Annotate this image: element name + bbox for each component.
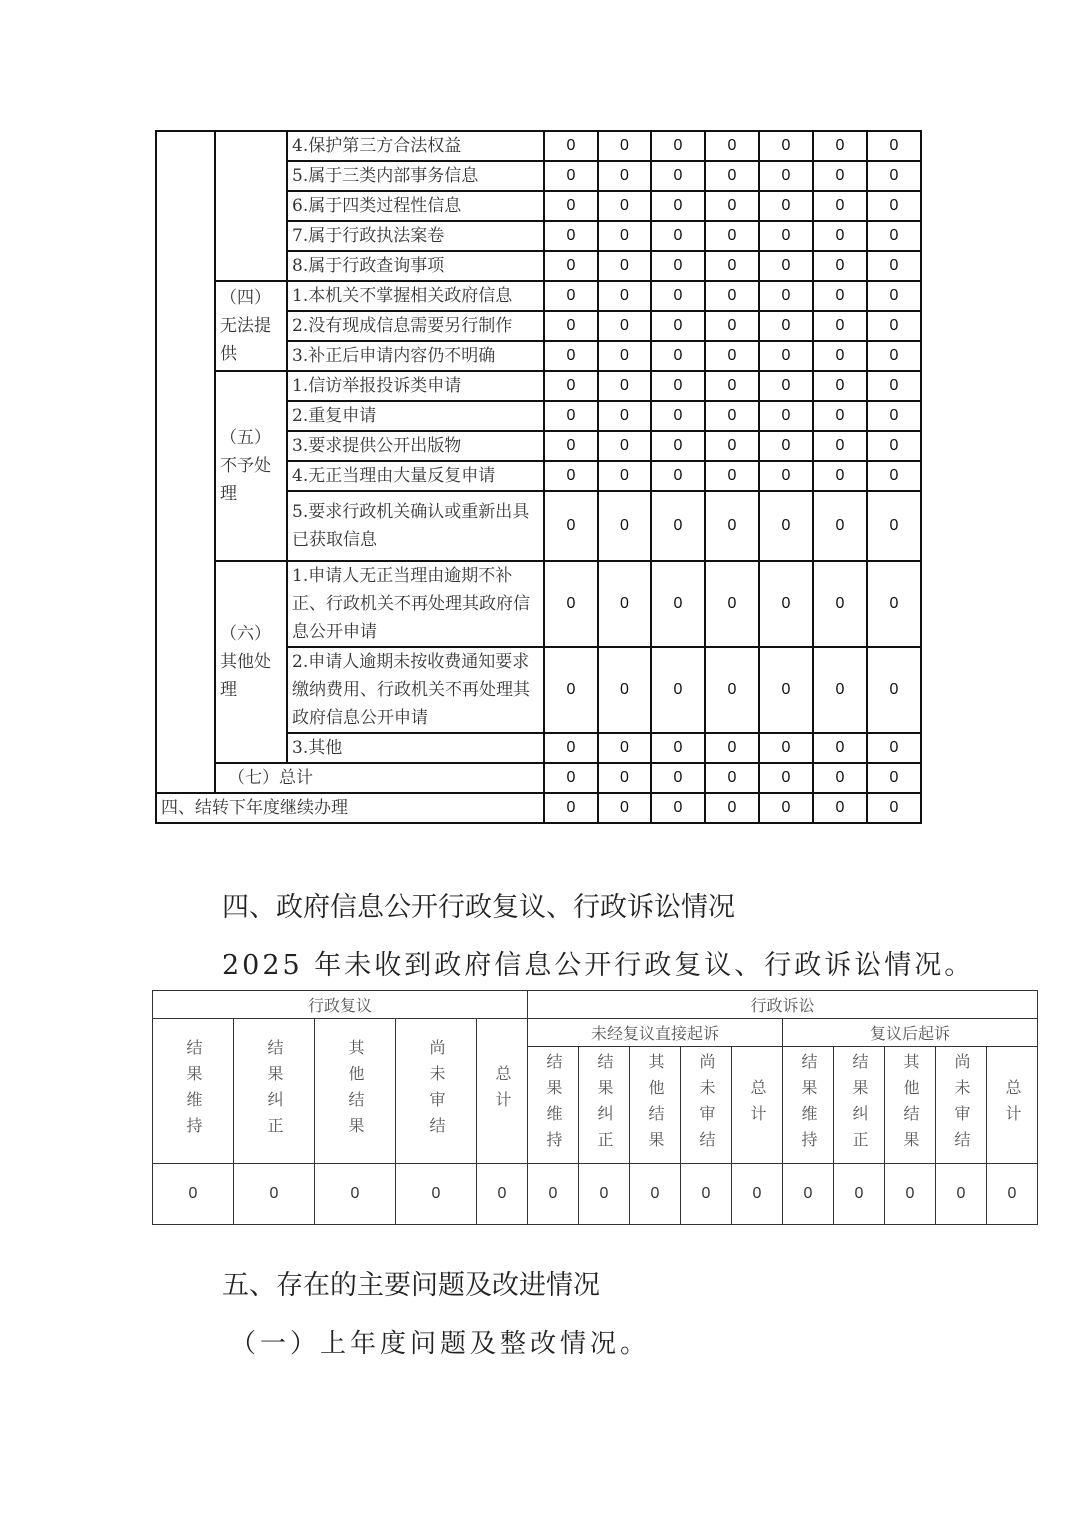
value-cell: 0 <box>630 1164 681 1225</box>
value-cell: 0 <box>651 371 705 401</box>
value-cell: 0 <box>867 431 921 461</box>
direct-suit-header: 未经复议直接起诉 <box>528 1019 783 1047</box>
value-cell: 0 <box>705 311 759 341</box>
value-cell: 0 <box>651 461 705 491</box>
value-cell: 0 <box>598 491 651 561</box>
disposal-table <box>155 130 922 824</box>
value-cell: 0 <box>544 161 598 191</box>
value-cell: 0 <box>705 371 759 401</box>
value-cell: 0 <box>705 251 759 281</box>
value-cell: 0 <box>598 431 651 461</box>
column-header-text: 结果维持 <box>544 1053 563 1157</box>
table-row <box>156 763 921 793</box>
row-label: 5.要求行政机关确认或重新出具已获取信息 <box>287 491 544 561</box>
value-cell: 0 <box>885 1164 936 1225</box>
row-label: 4.无正当理由大量反复申请 <box>287 461 544 491</box>
value-cell: 0 <box>813 371 867 401</box>
table-row <box>156 281 921 311</box>
value-cell: 0 <box>867 221 921 251</box>
value-cell: 0 <box>759 251 813 281</box>
value-cell: 0 <box>598 733 651 763</box>
value-cell: 0 <box>598 461 651 491</box>
row-label: 8.属于行政查询事项 <box>287 251 544 281</box>
column-header <box>885 1047 936 1164</box>
litigation-header: 行政诉讼 <box>528 991 1038 1019</box>
table-row <box>156 131 921 161</box>
column-header <box>987 1047 1038 1164</box>
value-cell: 0 <box>759 561 813 647</box>
column-header <box>477 1019 528 1164</box>
column-header <box>153 1019 234 1164</box>
value-cell: 0 <box>987 1164 1038 1225</box>
value-cell: 0 <box>544 221 598 251</box>
value-cell: 0 <box>759 763 813 793</box>
value-cell: 0 <box>651 251 705 281</box>
value-cell: 0 <box>813 131 867 161</box>
value-cell: 0 <box>598 131 651 161</box>
value-cell: 0 <box>705 431 759 461</box>
column-header-text: 结果纠正 <box>850 1053 869 1157</box>
value-cell: 0 <box>867 281 921 311</box>
value-cell: 0 <box>544 191 598 221</box>
column-header <box>315 1019 396 1164</box>
value-cell: 0 <box>813 401 867 431</box>
value-cell: 0 <box>867 763 921 793</box>
column-header-text: 结果纠正 <box>265 1039 284 1143</box>
column-header <box>528 1047 579 1164</box>
value-cell: 0 <box>759 281 813 311</box>
value-cell: 0 <box>651 311 705 341</box>
value-cell: 0 <box>705 191 759 221</box>
value-cell: 0 <box>705 281 759 311</box>
value-cell: 0 <box>867 191 921 221</box>
value-cell: 0 <box>651 341 705 371</box>
value-cell: 0 <box>528 1164 579 1225</box>
column-header-text: 结果维持 <box>184 1039 203 1143</box>
value-cell: 0 <box>705 401 759 431</box>
column-header <box>579 1047 630 1164</box>
value-cell: 0 <box>396 1164 477 1225</box>
column-header-text: 总计 <box>1003 1079 1022 1131</box>
group-label-not-processed: （五）不予处理 <box>215 371 287 561</box>
column-header-text: 结果维持 <box>799 1053 818 1157</box>
value-cell: 0 <box>705 161 759 191</box>
value-cell: 0 <box>544 763 598 793</box>
value-cell: 0 <box>705 221 759 251</box>
column-header <box>630 1047 681 1164</box>
value-cell: 0 <box>867 461 921 491</box>
value-cell: 0 <box>759 341 813 371</box>
group-label-no-provide: （四）无法提供 <box>215 281 287 371</box>
column-header-text: 总计 <box>748 1079 767 1131</box>
value-cell: 0 <box>234 1164 315 1225</box>
table-row <box>156 793 921 823</box>
row-label: （七）总计 <box>215 763 544 793</box>
value-cell: 0 <box>783 1164 834 1225</box>
value-cell: 0 <box>813 763 867 793</box>
section4-text: 2025 年未收到政府信息公开行政复议、行政诉讼情况。 <box>222 950 975 981</box>
value-cell: 0 <box>813 221 867 251</box>
column-header-text: 结果纠正 <box>595 1053 614 1157</box>
column-header-text: 尚未审结 <box>697 1053 716 1157</box>
value-cell: 0 <box>544 431 598 461</box>
table2-header-row-2 <box>153 1019 1038 1047</box>
row-label: 3.补正后申请内容仍不明确 <box>287 341 544 371</box>
outer-blank-cell <box>156 131 215 793</box>
value-cell: 0 <box>544 341 598 371</box>
value-cell: 0 <box>598 311 651 341</box>
value-cell: 0 <box>651 281 705 311</box>
value-cell: 0 <box>867 131 921 161</box>
value-cell: 0 <box>705 131 759 161</box>
row-label: 1.信访举报投诉类申请 <box>287 371 544 401</box>
section4-heading: 四、政府信息公开行政复议、行政诉讼情况 <box>222 892 735 923</box>
value-cell: 0 <box>759 793 813 823</box>
row-label: 7.属于行政执法案卷 <box>287 221 544 251</box>
value-cell: 0 <box>759 491 813 561</box>
column-header <box>783 1047 834 1164</box>
value-cell: 0 <box>867 341 921 371</box>
value-cell: 0 <box>598 161 651 191</box>
value-cell: 0 <box>813 561 867 647</box>
value-cell: 0 <box>544 281 598 311</box>
value-cell: 0 <box>477 1164 528 1225</box>
value-cell: 0 <box>598 647 651 733</box>
value-cell: 0 <box>544 733 598 763</box>
row-label: 四、结转下年度继续办理 <box>156 793 544 823</box>
value-cell: 0 <box>705 647 759 733</box>
value-cell: 0 <box>651 561 705 647</box>
value-cell: 0 <box>867 647 921 733</box>
value-cell: 0 <box>732 1164 783 1225</box>
value-cell: 0 <box>544 461 598 491</box>
table2-data-row <box>153 1164 1038 1225</box>
value-cell: 0 <box>598 793 651 823</box>
row-label: 2.没有现成信息需要另行制作 <box>287 311 544 341</box>
value-cell: 0 <box>936 1164 987 1225</box>
value-cell: 0 <box>681 1164 732 1225</box>
column-header <box>234 1019 315 1164</box>
value-cell: 0 <box>705 733 759 763</box>
column-header-text: 其他结果 <box>901 1053 920 1157</box>
column-header-text: 其他结果 <box>346 1039 365 1143</box>
value-cell: 0 <box>834 1164 885 1225</box>
value-cell: 0 <box>544 251 598 281</box>
value-cell: 0 <box>705 793 759 823</box>
value-cell: 0 <box>598 561 651 647</box>
value-cell: 0 <box>867 311 921 341</box>
column-header-text: 尚未审结 <box>952 1053 971 1157</box>
value-cell: 0 <box>813 161 867 191</box>
value-cell: 0 <box>651 793 705 823</box>
value-cell: 0 <box>651 221 705 251</box>
value-cell: 0 <box>867 161 921 191</box>
row-label: 4.保护第三方合法权益 <box>287 131 544 161</box>
value-cell: 0 <box>813 191 867 221</box>
value-cell: 0 <box>544 491 598 561</box>
value-cell: 0 <box>544 371 598 401</box>
table-row <box>156 371 921 401</box>
table-row <box>156 561 921 647</box>
value-cell: 0 <box>544 131 598 161</box>
value-cell: 0 <box>759 461 813 491</box>
column-header <box>936 1047 987 1164</box>
value-cell: 0 <box>579 1164 630 1225</box>
value-cell: 0 <box>813 461 867 491</box>
value-cell: 0 <box>651 161 705 191</box>
value-cell: 0 <box>813 793 867 823</box>
value-cell: 0 <box>867 561 921 647</box>
column-header-text: 总计 <box>493 1065 512 1117</box>
value-cell: 0 <box>759 161 813 191</box>
value-cell: 0 <box>867 733 921 763</box>
value-cell: 0 <box>705 561 759 647</box>
value-cell: 0 <box>813 491 867 561</box>
value-cell: 0 <box>813 281 867 311</box>
value-cell: 0 <box>153 1164 234 1225</box>
value-cell: 0 <box>544 311 598 341</box>
group-cell-continued <box>215 131 287 281</box>
value-cell: 0 <box>867 491 921 561</box>
value-cell: 0 <box>759 431 813 461</box>
column-header-text: 尚未审结 <box>427 1039 446 1143</box>
value-cell: 0 <box>651 733 705 763</box>
row-label: 3.其他 <box>287 733 544 763</box>
value-cell: 0 <box>544 793 598 823</box>
value-cell: 0 <box>598 341 651 371</box>
value-cell: 0 <box>705 491 759 561</box>
row-label: 2.申请人逾期未按收费通知要求缴纳费用、行政机关不再处理其政府信息公开申请 <box>287 647 544 733</box>
value-cell: 0 <box>651 431 705 461</box>
column-header <box>681 1047 732 1164</box>
row-label: 1.申请人无正当理由逾期不补正、行政机关不再处理其政府信息公开申请 <box>287 561 544 647</box>
value-cell: 0 <box>813 647 867 733</box>
section5-sub1: （一）上年度问题及整改情况。 <box>230 1329 651 1359</box>
column-header <box>834 1047 885 1164</box>
value-cell: 0 <box>544 401 598 431</box>
value-cell: 0 <box>651 647 705 733</box>
row-label: 1.本机关不掌握相关政府信息 <box>287 281 544 311</box>
value-cell: 0 <box>759 191 813 221</box>
value-cell: 0 <box>544 561 598 647</box>
column-header <box>732 1047 783 1164</box>
value-cell: 0 <box>813 251 867 281</box>
value-cell: 0 <box>598 763 651 793</box>
value-cell: 0 <box>813 311 867 341</box>
value-cell: 0 <box>544 647 598 733</box>
value-cell: 0 <box>651 491 705 561</box>
value-cell: 0 <box>651 763 705 793</box>
table2-header-row-1 <box>153 991 1038 1019</box>
value-cell: 0 <box>759 401 813 431</box>
column-header-text: 其他结果 <box>646 1053 665 1157</box>
value-cell: 0 <box>651 191 705 221</box>
after-review-suit-header: 复议后起诉 <box>783 1019 1038 1047</box>
section5-heading: 五、存在的主要问题及改进情况 <box>222 1270 600 1301</box>
value-cell: 0 <box>598 191 651 221</box>
value-cell: 0 <box>315 1164 396 1225</box>
value-cell: 0 <box>651 131 705 161</box>
value-cell: 0 <box>705 763 759 793</box>
value-cell: 0 <box>813 431 867 461</box>
review-header: 行政复议 <box>153 991 528 1019</box>
value-cell: 0 <box>867 401 921 431</box>
review-litigation-table <box>152 990 1038 1225</box>
value-cell: 0 <box>598 221 651 251</box>
row-label: 6.属于四类过程性信息 <box>287 191 544 221</box>
value-cell: 0 <box>598 281 651 311</box>
group-label-other-handling: （六）其他处理 <box>215 561 287 763</box>
value-cell: 0 <box>598 401 651 431</box>
value-cell: 0 <box>867 251 921 281</box>
value-cell: 0 <box>598 251 651 281</box>
value-cell: 0 <box>759 221 813 251</box>
value-cell: 0 <box>813 733 867 763</box>
value-cell: 0 <box>759 131 813 161</box>
value-cell: 0 <box>759 311 813 341</box>
row-label: 2.重复申请 <box>287 401 544 431</box>
column-header <box>396 1019 477 1164</box>
row-label: 3.要求提供公开出版物 <box>287 431 544 461</box>
value-cell: 0 <box>759 371 813 401</box>
value-cell: 0 <box>598 371 651 401</box>
value-cell: 0 <box>813 341 867 371</box>
row-label: 5.属于三类内部事务信息 <box>287 161 544 191</box>
value-cell: 0 <box>759 647 813 733</box>
value-cell: 0 <box>759 733 813 763</box>
value-cell: 0 <box>651 401 705 431</box>
value-cell: 0 <box>867 371 921 401</box>
value-cell: 0 <box>867 793 921 823</box>
value-cell: 0 <box>705 461 759 491</box>
value-cell: 0 <box>705 341 759 371</box>
